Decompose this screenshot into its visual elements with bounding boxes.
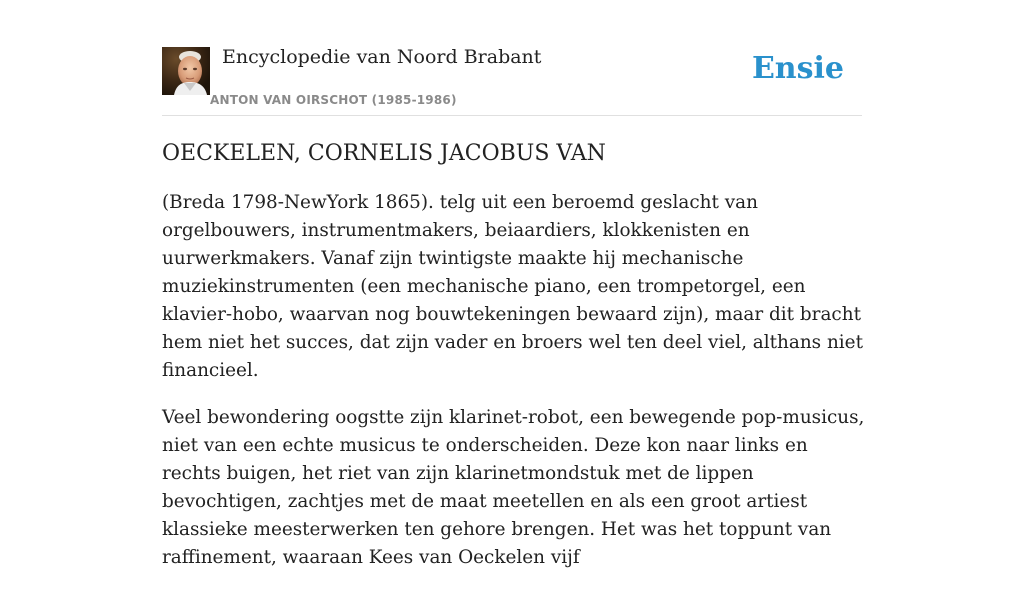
brand-logo[interactable]: Ensie (751, 51, 844, 86)
paragraph-1: (Breda 1798-NewYork 1865). telg uit een beroemd geslacht van orgelbouwers, instrumentmakers, beiaardiers, klokkenisten en uurwerkmakers. Vanaf zijn twintigste maakte hij mechanische muziekinstrumenten (een mechanische piano, een trompetorgel, een klavier-hobo, waarvan nog bouwtekeningen bewaard zijn), maar dit bracht hem niet het succes, dat zijn vader en broers wel ten deel viel, althans niet financieel. (162, 192, 863, 381)
header-divider (162, 115, 862, 116)
article (162, 139, 867, 591)
paragraph-2: Veel bewondering oogstte zijn klarinet-robot, een bewegende pop-musicus, niet van een echte musicus te onderscheiden. Deze kon naar links en rechts buigen, het riet van zijn klarinetmondstuk met de lippen bevochtigen, zachtjes met de maat meetellen en als een groot artiest klassieke meesterwerken ten gehore brengen. Het was het toppunt van raffinement, waaraan Kees van Oeckelen vijf (162, 407, 865, 568)
header (162, 46, 862, 116)
entry-title: OECKELEN, CORNELIS JACOBUS VAN (162, 141, 606, 166)
source-title-link[interactable]: Encyclopedie van Noord Brabant (222, 46, 542, 68)
avatar[interactable] (162, 47, 210, 95)
author-credit: ANTON VAN OIRSCHOT (1985-1986) (210, 93, 457, 107)
author-portrait-photo (162, 47, 210, 95)
